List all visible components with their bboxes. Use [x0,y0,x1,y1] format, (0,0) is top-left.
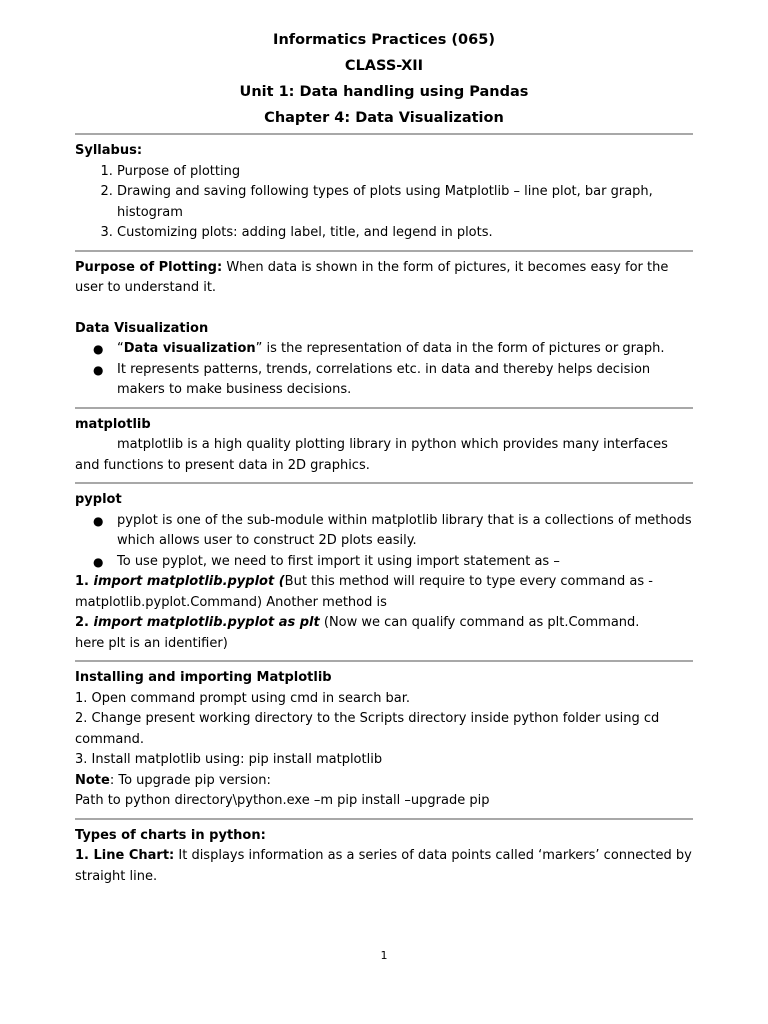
install-section [75,668,693,812]
document-header [75,27,693,131]
document-page [75,27,693,887]
bullet-icon: ● [93,513,104,528]
bullet-icon: ● [93,554,104,569]
chart-types-title: Types of charts in python: [75,827,266,843]
matplotlib-title: matplotlib [75,416,151,432]
syllabus-item: 3. Customizing plots: adding label, title, and legend in plots. [117,223,693,244]
import-method-2-note: here plt is an identifier) [75,635,228,651]
chart-types-section [75,826,693,888]
pyplot-title: pyplot [75,492,122,507]
syllabus-list [75,162,693,244]
purpose-title: Purpose of Plotting: [75,259,223,275]
page-number: 1 [380,949,388,962]
subject-title: Informatics Practices (065) [273,32,495,48]
list-item: ● “Data visualization” is the representation of data in the form of pictures or graph. [117,339,693,360]
purpose-text: When data is shown in the form of pictures, it becomes easy for the user to understand it. [75,259,669,295]
pyplot-list [75,511,693,573]
code-snippet: import matplotlib.pyplot as plt [93,615,320,630]
divider [75,482,693,484]
install-step: 2. Change present working directory to the Scripts directory inside python folder using cd command. [75,711,660,747]
install-note-command: Path to python directory\python.exe –m pip install –upgrade pip [75,793,490,808]
term-bold: Data visualization [123,341,256,356]
pyplot-section [75,490,693,654]
syllabus-item: 2. Drawing and saving following types of plots using Matplotlib – line plot, bar graph, histogram [117,182,693,223]
install-title: Installing and importing Matplotlib [75,670,332,685]
import-method-1: 1. import matplotlib.pyplot (But this method will require to type every command as - matplotlib.pyplot.Command) Another method is [75,574,653,610]
divider [75,133,693,135]
bullet-icon: ● [93,342,104,356]
list-item: ● pyplot is one of the sub-module within matplotlib library that is a collections of methods which allows user to construct 2D plots easily. [93,512,692,548]
bullet-icon: ● [93,362,104,377]
class-title: CLASS-XII [344,58,424,74]
purpose-paragraph [75,258,693,299]
matplotlib-text: matplotlib is a high quality plotting library in python which provides many interfaces and functions to present data in 2D graphics. [75,437,668,473]
note-label: Note [75,772,110,788]
divider [75,660,693,662]
install-step: 1. Open command prompt using cmd in search bar. [75,690,411,706]
unit-title: Unit 1: Data handling using Pandas [239,84,529,100]
data-visualization-section [75,319,693,401]
matplotlib-section [75,415,693,477]
syllabus-item: 1. Purpose of plotting [117,162,693,183]
list-item: ● It represents patterns, trends, correlations etc. in data and thereby helps decision makers to make business decisions. [93,361,651,397]
code-snippet: import matplotlib.pyplot ( [93,574,285,589]
line-chart-label: 1. Line Chart: [75,848,175,863]
divider [75,250,693,252]
install-step: 3. Install matplotlib using: pip install matplotlib [75,752,383,767]
list-item: ● To use pyplot, we need to first import it using import statement as – [117,552,693,573]
syllabus-title: Syllabus: [75,143,143,158]
data-visualization-list [75,339,693,401]
data-visualization-title: Data Visualization [75,320,209,336]
syllabus-section [75,141,693,244]
divider [75,818,693,820]
line-chart-paragraph: 1. Line Chart: It displays information as a series of data points called ‘markers’ connected by straight line. [75,848,692,884]
chapter-title: Chapter 4: Data Visualization [264,110,504,126]
install-note: Note: To upgrade pip version: [75,772,271,788]
divider [75,407,693,409]
import-method-2: 2. import matplotlib.pyplot as plt (Now we can qualify command as plt.Command. [75,615,640,630]
